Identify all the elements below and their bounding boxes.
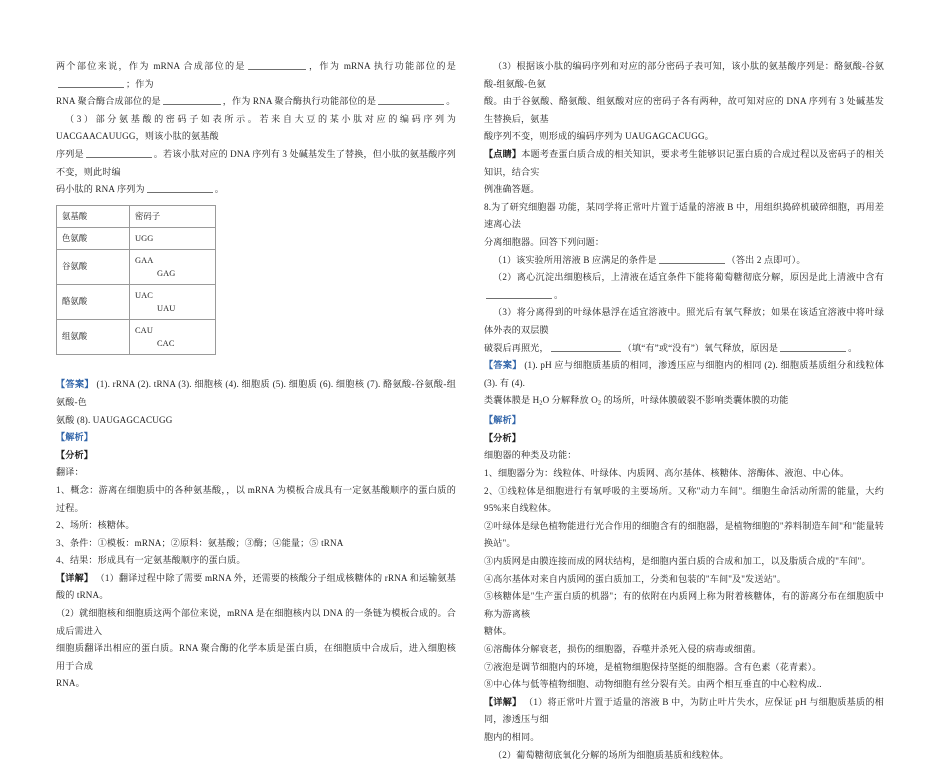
answer-content-pre: 类囊体膜是 H [484,395,540,406]
organelle-item: 1、细胞器分为：线粒体、叶绿体、内质网、高尔基体、核糖体、溶酶体、液泡、中心体。 [484,468,850,479]
codon-value: GAG [157,268,176,278]
q8-item3-text-d: 。 [848,342,858,353]
fenxi-block-left [56,447,456,465]
organelle-item: ②叶绿体是绿色植物能进行光合作用的细胞含有的细胞器，是植物细胞的"养料制造车间"和"能量转换站"。 [484,520,884,549]
cell-codons [130,284,216,319]
organelle-item: ③内质网是由膜连接而成的网状结构，是细胞内蛋白质的合成和加工，以及脂质合成的"车间"。 [484,555,871,566]
answer-label: 【答案】 [484,360,522,371]
q8-item1-text-a: （1）该实验所用溶液 B 应满足的条件是 [493,254,657,265]
answer-blank[interactable] [486,288,552,299]
answer-block-left [56,376,456,411]
q3-text-a: （3）部分氨基酸的密码子如表所示。若来自大豆的某小肽对应的编码序列为 UACGAACAUUGG，则该小肽的氨基酸 [56,113,456,142]
codon-value: UAC [135,290,153,300]
q3-text-d: 码小肽的 RNA 序列为 [56,184,145,195]
table-row [57,284,216,319]
answer-block-right [484,357,884,392]
xiangjie-item-2-line1: （2）就细胞核和细胞质这两个部位来说，mRNA 是在细胞核内以 DNA 的一条链为模板合成的。合成后需进入 [56,608,457,636]
subscript-2: 2 [539,399,543,407]
answer-content-mid: O 分解释放 O [542,395,598,406]
fenxi-label: 【分析】 [484,432,521,443]
cell-codons [130,319,216,354]
answer-blank[interactable] [551,341,621,352]
answer-content-line1: (1). rRNA (2). tRNA (3). 细胞核 (4). 细胞质 (5). 细胞质 (6). 细胞核 (7). 酪氨酸-谷氨酸-组氨酸-色 [56,379,456,407]
fenxi-heading-right: 细胞器的种类及功能： [484,450,577,461]
answer-blank[interactable] [780,341,846,352]
answer-blank[interactable] [378,94,444,105]
continued-paragraph-line1 [56,58,456,93]
question-3-stem [56,111,456,146]
question-8-stem-line2: 分离细胞器。回答下列问题： [484,236,605,247]
answer-block-right-line2 [484,392,884,412]
cell-amino-acid: 谷氨酸 [57,249,130,284]
answer-blank[interactable] [659,253,725,264]
cell-codons [130,249,216,284]
q3-explanation-line1: （3）根据该小肽的编码序列和对应的部分密码子表可知，该小肽的氨基酸序列是：酪氨酸-谷氨酸-组氨酸-色氨 [484,61,884,89]
answer-block-left-line2 [56,412,456,430]
dianjing-label: 【点睛】 [484,148,522,159]
cell-amino-acid: 色氨酸 [57,227,130,249]
organelle-item: 2、①线粒体是细胞进行有氧呼吸的主要场所。又称"动力车间"。细胞生命活动所需的能量，大约 95%来自线粒体。 [484,485,884,514]
q3-text-e: 。 [214,184,224,195]
xiangjie-item-1: （1）翻译过程中除了需要 mRNA 外，还需要的核酸分子组成核糖体的 rRNA 和运输氨基酸的 tRNA。 [56,572,456,601]
answer-blank[interactable] [248,59,306,70]
q8-item3-text-b: 破裂后再照光， [484,342,549,353]
cell-amino-acid: 组氨酸 [57,319,130,354]
continued-text-f: 。 [446,96,456,107]
codon-value: CAU [135,325,153,335]
answer-blank[interactable] [58,77,124,88]
fenxi-block-right [484,430,884,448]
dianjing-text-a: 本题考查蛋白质合成的相关知识，要求考生能够识记蛋白质的合成过程以及密码子的相关知识，结合实 [484,148,884,177]
table-header-codon: 密码子 [130,205,216,227]
question-8-item-3-line2 [484,340,884,358]
two-column-layout [56,58,898,764]
dianjing-block [484,146,884,181]
codon-value: CAC [157,338,175,348]
table-row [57,227,216,249]
table-row [57,249,216,284]
organelle-item-5-line1: ⑤核糖体是"生产蛋白质的机器"；有的依附在内质网上称为附着核糖体，有的游离分布在细胞质中称为游离核 [484,591,884,619]
table-header-amino-acid: 氨基酸 [57,205,130,227]
fenxi-heading-left: 翻译： [56,467,84,478]
codon-table [56,205,216,355]
answer-content-line1: (1). pH 应与细胞质基质的相同，渗透压应与细胞内的相同 (2). 细胞质基质组分和线粒体 (3). 有 (4). [484,360,884,388]
q3-explanation-line3: 酸序列不变，则形成的编码序列为 UAUGAGCACUGG。 [484,131,714,142]
answer-content-post: 的场所，叶绿体膜破裂不影响类囊体膜的功能 [601,395,789,406]
continued-text-b: ，作为 mRNA 执行功能部位的是 [307,61,457,71]
organelle-item: ⑧中心体与低等植物细胞、动物细胞有丝分裂有关。由两个相互垂直的中心粒构成.. [484,679,822,690]
cell-codons [130,227,216,249]
left-column [56,58,456,693]
jiexi-label: 【解析】 [56,432,93,443]
table-header-row [57,205,216,227]
fenxi-item: 1、概念：游离在细胞质中的各种氨基酸，，以 mRNA 为模板合成具有一定氨基酸顺序的蛋白质的过程。 [56,484,456,513]
organelle-item: ⑥溶酶体分解衰老，损伤的细胞器，吞噬并杀死入侵的病毒或细菌。 [484,643,762,654]
question-3-line3 [56,181,456,199]
continued-text-c: ；作为 [126,78,154,89]
question-3-line2 [56,146,456,181]
question-8-item-2 [484,269,884,304]
dianjing-line2: 例准确答题。 [484,184,540,195]
xiangjie-block-left [56,570,456,605]
xiangjie-item-2: （2）葡萄糖彻底氧化分解的场所为细胞质基质和线粒体。 [493,749,729,760]
answer-blank[interactable] [147,182,213,193]
question-8-item-1 [484,252,884,270]
right-column [484,58,884,764]
codon-value: UGG [135,233,154,243]
question-8-stem-line1: 8.为了研究细胞器 功能，某同学将正常叶片置于适量的溶液 B 中，用组织捣碎机破碎细胞，再用差速离心法 [484,201,884,230]
answer-label: 【答案】 [56,379,94,390]
organelle-item-5-line2: 糖体。 [484,626,512,637]
xiangjie-label: 【详解】 [484,696,522,707]
question-8-item-3-line1: （3）将分离得到的叶绿体悬浮在适宜溶液中。照光后有氧气释放；如果在该适宜溶液中将叶绿体外表的双层膜 [484,307,884,335]
q3-text-b: 序列是 [56,148,84,159]
fenxi-item: 3、条件：①模板：mRNA；②原料：氨基酸；③酶；④能量；⑤ tRNA [56,537,344,548]
jiexi-label: 【解析】 [484,415,521,426]
jiexi-block-right [484,412,884,430]
continued-text-a: 两个部位来说，作为 mRNA 合成部位的是 [56,61,246,71]
continued-text-e: ，作为 RNA 聚合酶执行功能部位的是 [222,96,377,107]
codon-value: GAA [135,255,154,265]
xiangjie-item-2-line3: RNA。 [56,678,85,689]
answer-content-line2: 氨酸 (8). UAUGAGCACUGG [56,414,173,425]
organelle-item: ④高尔基体对来自内质网的蛋白质加工，分类和包装的"车间"及"发送站"。 [484,573,787,584]
organelle-item: ⑦液泡是调节细胞内的环境，是植物细胞保持坚挺的细胞器。含有色素（花青素）。 [484,661,822,672]
q8-item2-text-a: （2）离心沉淀出细胞核后，上清液在适宜条件下能将葡萄糖彻底分解，原因是此上清液中含有 [493,272,884,283]
q8-item3-text-c: （填“有”或“没有”）氧气释放，原因是 [622,342,779,353]
cell-amino-acid: 酪氨酸 [57,284,130,319]
codon-value: UAU [157,303,176,313]
q8-item1-text-b: （答出 2 点即可）。 [726,254,806,265]
fenxi-item: 4、结果：形成具有一定氨基酸顺序的蛋白质。 [56,555,246,566]
xiangjie-item-1-line2: 胞内的相同。 [484,731,540,742]
xiangjie-item-2-line2: 细胞质翻译出相应的蛋白质。RNA 聚合酶的化学本质是蛋白质，在细胞质中合成后，进入细胞核用于合成 [56,643,456,671]
xiangjie-block-right [484,694,884,729]
answer-blank[interactable] [163,94,221,105]
q8-item2-text-b: 。 [554,289,564,300]
continued-text-d: RNA 聚合酶合成部位的是 [56,96,161,107]
q3-text-c: 。若该小肽对应的 DNA 序列有 3 处碱基发生了替换，但小肽的氨基酸序列不变，则此时编 [56,148,457,177]
continued-paragraph-line2 [56,93,456,111]
subscript-2: 2 [597,399,602,407]
spacer [56,359,456,377]
q3-explanation-line2: 酸。由于谷氨酸、酪氨酸、组氨酸对应的密码子各有两种，故可知对应的 DNA 序列有 3 处碱基发生替换后，氨基 [484,96,884,124]
xiangjie-label: 【详解】 [56,572,94,583]
answer-blank[interactable] [86,147,152,158]
xiangjie-item-1a: （1）将正常叶片置于适量的溶液 B 中，为防止叶片失水，应保证 pH 与细胞质基质的相同，渗透压与细 [484,696,884,725]
fenxi-item: 2、场所：核糖体。 [56,520,135,531]
jiexi-block-left [56,429,456,447]
table-row [57,319,216,354]
fenxi-label: 【分析】 [56,449,93,460]
